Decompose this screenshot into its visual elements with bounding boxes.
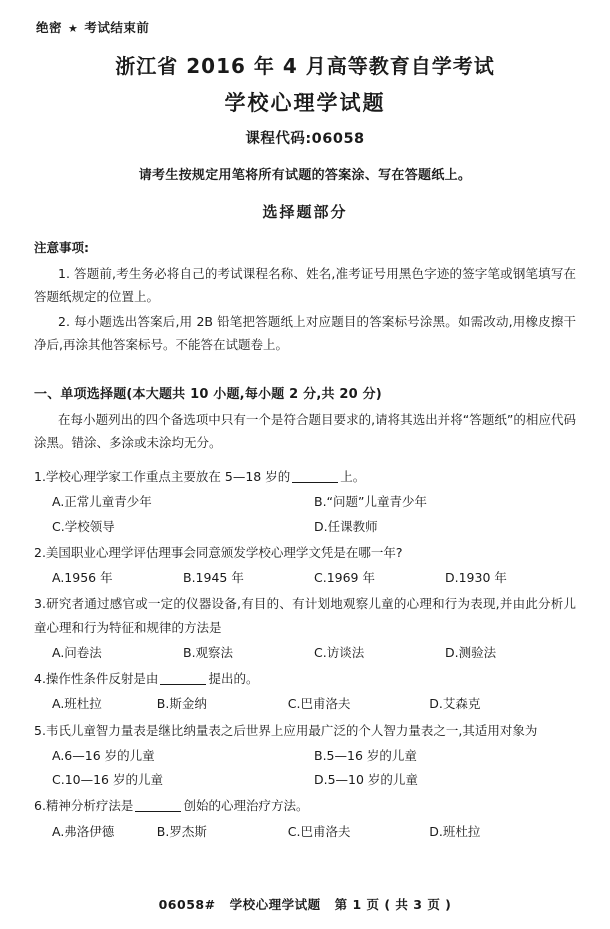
question-stem bbox=[34, 667, 576, 690]
option-b[interactable]: B.5—16 岁的儿童 bbox=[314, 747, 417, 763]
option-d[interactable]: D.班杜拉 bbox=[429, 823, 481, 839]
option-c[interactable]: C.10—16 岁的儿童 bbox=[52, 772, 163, 787]
question-text: 5.韦氏儿童智力量表是继比纳量表之后世界上应用最广泛的个人智力量表之一,其适用对象为 bbox=[34, 722, 538, 738]
question-text: 3.研究者通过感官或一定的仪器设备,有目的、有计划地观察儿童的心理和行为表现,并由此分析儿童心理和行为特征和规律的方法是 bbox=[34, 596, 576, 635]
part-one-instruction: 在每小题列出的四个备选项中只有一个是符合题目要求的,请将其选出并将“答题纸”的相应代码涂黑。错涂、多涂或未涂均无分。 bbox=[34, 411, 576, 451]
option-a[interactable]: A.班杜拉 bbox=[52, 696, 102, 712]
footer-title: 学校心理学试题 bbox=[229, 897, 321, 912]
spacer bbox=[34, 359, 576, 377]
option-b[interactable]: B.“问题”儿童青少年 bbox=[314, 494, 428, 510]
option-group bbox=[34, 566, 576, 590]
answer-blank bbox=[135, 799, 181, 812]
question-stem bbox=[34, 794, 576, 817]
question-text: 4.操作性条件反射是由 bbox=[34, 671, 159, 686]
page-subtitle: 学校心理学试题 bbox=[224, 91, 386, 115]
option-d[interactable]: D.测验法 bbox=[445, 644, 497, 660]
question-text: 6.精神分析疗法是 bbox=[34, 798, 134, 814]
page-footer bbox=[0, 895, 610, 913]
secret-note: 考试结束前 bbox=[84, 20, 150, 35]
option-a[interactable]: A.6—16 岁的儿童 bbox=[52, 747, 155, 763]
option-d[interactable]: D.5—10 岁的儿童 bbox=[314, 772, 418, 787]
option-b[interactable]: B.观察法 bbox=[183, 644, 234, 660]
question-text-tail: 上。 bbox=[340, 469, 366, 484]
answer-blank bbox=[160, 672, 206, 685]
option-a[interactable]: A.问卷法 bbox=[52, 644, 102, 660]
option-c[interactable]: C.访谈法 bbox=[314, 644, 365, 660]
option-c[interactable]: C.1969 年 bbox=[314, 570, 375, 585]
option-a[interactable]: A.1956 年 bbox=[52, 570, 113, 585]
option-c[interactable]: C.学校领导 bbox=[52, 518, 115, 534]
question-stem bbox=[34, 592, 576, 638]
exam-notice: 请考生按规定用笔将所有试题的答案涂、写在答题纸上。 bbox=[138, 168, 472, 183]
star-icon: ★ bbox=[68, 22, 79, 35]
question-text-tail: 创始的心理治疗方法。 bbox=[183, 798, 309, 814]
option-c[interactable]: C.巴甫洛夫 bbox=[287, 696, 351, 712]
question-stem bbox=[34, 541, 576, 564]
option-d[interactable]: D.1930 年 bbox=[445, 570, 507, 585]
page-title: 浙江省 2016 年 4 月高等教育自学考试 bbox=[115, 54, 495, 78]
course-code: 课程代码:06058 bbox=[245, 131, 365, 147]
option-group bbox=[34, 820, 576, 844]
secret-label: 绝密 bbox=[36, 20, 63, 35]
question-stem bbox=[34, 465, 576, 488]
option-b[interactable]: B.斯金纳 bbox=[156, 696, 207, 712]
option-c[interactable]: C.巴甫洛夫 bbox=[287, 823, 351, 839]
option-d[interactable]: D.任课教师 bbox=[314, 518, 378, 534]
question-stem bbox=[34, 719, 576, 742]
part-one-title: 一、单项选择题(本大题共 10 小题,每小题 2 分,共 20 分) bbox=[34, 386, 382, 402]
attention-item: 1. 答题前,考生务必将自己的考试课程名称、姓名,准考证号用黑色字迹的签字笔或钢笔填写在答题纸规定的位置上。 bbox=[34, 266, 576, 305]
option-a[interactable]: A.弗洛伊德 bbox=[52, 823, 115, 839]
secret-header bbox=[36, 18, 576, 36]
attention-item: 2. 每小题选出答案后,用 2B 铅笔把答题纸上对应题目的答案标号涂黑。如需改动,用橡皮擦干净后,再涂其他答案标号。不能答在试题卷上。 bbox=[34, 314, 576, 353]
section-heading: 选择题部分 bbox=[262, 203, 348, 221]
option-b[interactable]: B.罗杰斯 bbox=[156, 823, 207, 839]
option-group bbox=[34, 744, 576, 793]
footer-course-code: 06058# bbox=[158, 897, 216, 912]
option-b[interactable]: B.1945 年 bbox=[183, 570, 244, 585]
option-group bbox=[34, 641, 576, 665]
question-text: 2.美国职业心理学评估理事会同意颁发学校心理学文凭是在哪一年? bbox=[34, 544, 403, 560]
option-group bbox=[34, 692, 576, 716]
option-d[interactable]: D.艾森克 bbox=[429, 696, 481, 712]
option-group bbox=[34, 490, 576, 539]
question-text: 1.学校心理学家工作重点主要放在 5—18 岁的 bbox=[34, 469, 291, 484]
answer-blank bbox=[292, 470, 338, 483]
question-text-tail: 提出的。 bbox=[208, 671, 259, 686]
footer-page-number: 第 1 页 ( 共 3 页 ) bbox=[334, 897, 452, 912]
attention-title: 注意事项: bbox=[34, 240, 89, 255]
option-a[interactable]: A.正常儿童青少年 bbox=[52, 494, 152, 510]
